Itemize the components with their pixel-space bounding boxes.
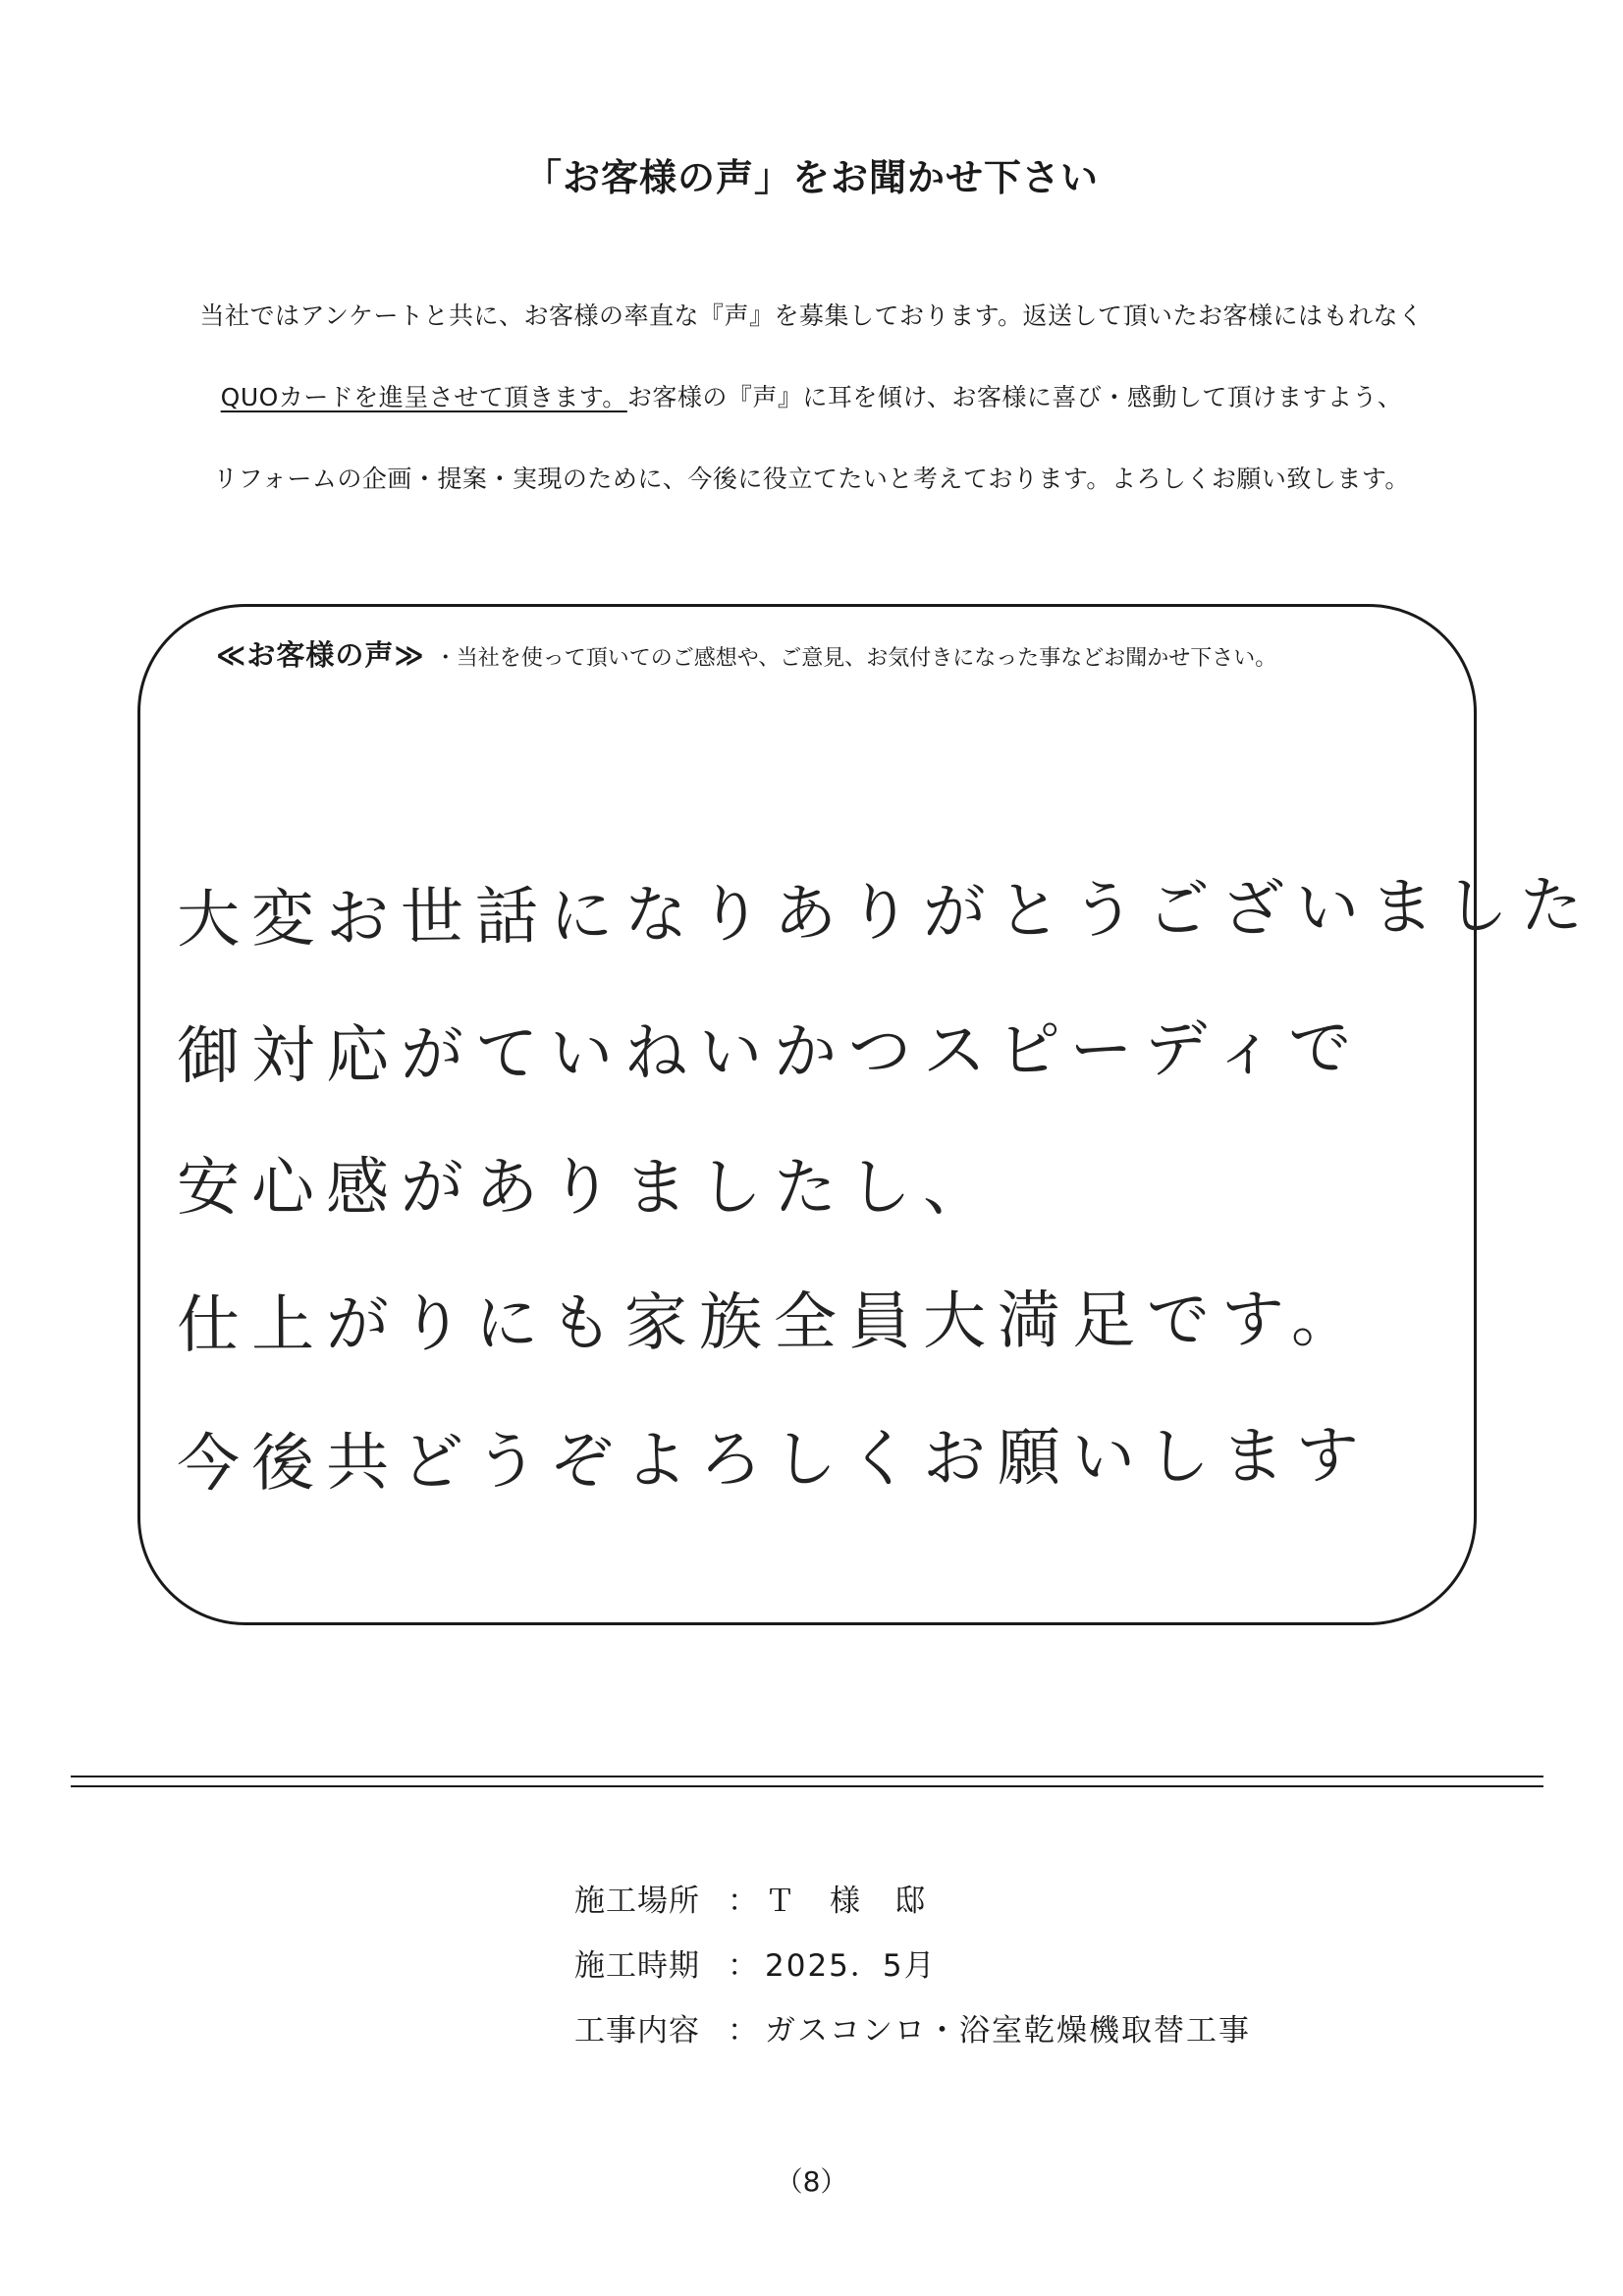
intro-line-3: リフォームの企画・提案・実現のために、今後に役立てたいと考えております。よろしくお願い致します。 <box>213 465 1410 493</box>
page-number: （8） <box>775 2165 848 2198</box>
handwritten-comment-line: 御対応がていねいかつスピーディで <box>176 1011 1364 1094</box>
voice-heading-note: ・当社を使って頂いてのご感想や、ご意見、お気付きになった事などお聞かせ下さい。 <box>434 646 1277 671</box>
info-separator: ： <box>728 2013 759 2049</box>
project-info-period <box>574 1941 937 1985</box>
info-separator: ： <box>728 1948 759 1984</box>
handwritten-comment-line: 仕上がりにも家族全員大満足です。 <box>176 1283 1367 1363</box>
info-value: Ｔ 様 邸 <box>765 1884 927 1919</box>
handwritten-comment-line: 大変お世話になりありがとうございました <box>176 869 1596 957</box>
voice-heading <box>216 633 1276 674</box>
info-separator: ： <box>728 1884 759 1919</box>
info-label: 施工時期 <box>574 1948 700 1984</box>
project-info-location <box>574 1876 927 1920</box>
double-rule-bottom <box>71 1785 1543 1787</box>
info-label: 施工場所 <box>574 1884 700 1919</box>
page-title: 「お客様の声」をお聞かせ下さい <box>523 156 1099 199</box>
intro-line-2 <box>0 378 1623 413</box>
intro-line-1: 当社ではアンケートと共に、お客様の率直な『声』を募集しております。返送して頂いたお客様にはもれなく <box>199 301 1424 330</box>
quo-card-notice: QUOカードを進呈させて頂きます。 <box>220 383 627 411</box>
intro-line-2-rest: お客様の『声』に耳を傾け、お客様に喜び・感動して頂けますよう、 <box>626 383 1403 411</box>
info-label: 工事内容 <box>574 2013 700 2049</box>
handwritten-comment-line: 安心感がありましたし、 <box>177 1152 998 1225</box>
info-value: ガスコンロ・浴室乾燥機取替工事 <box>765 2013 1251 2049</box>
voice-heading-label: ≪お客様の声≫ <box>216 638 425 672</box>
info-value: 2025．5月 <box>765 1948 937 1984</box>
double-rule-top <box>71 1776 1543 1777</box>
handwritten-comment-line: 今後共どうぞよろしくお願いします <box>176 1419 1372 1502</box>
project-info-work <box>574 2005 1251 2050</box>
